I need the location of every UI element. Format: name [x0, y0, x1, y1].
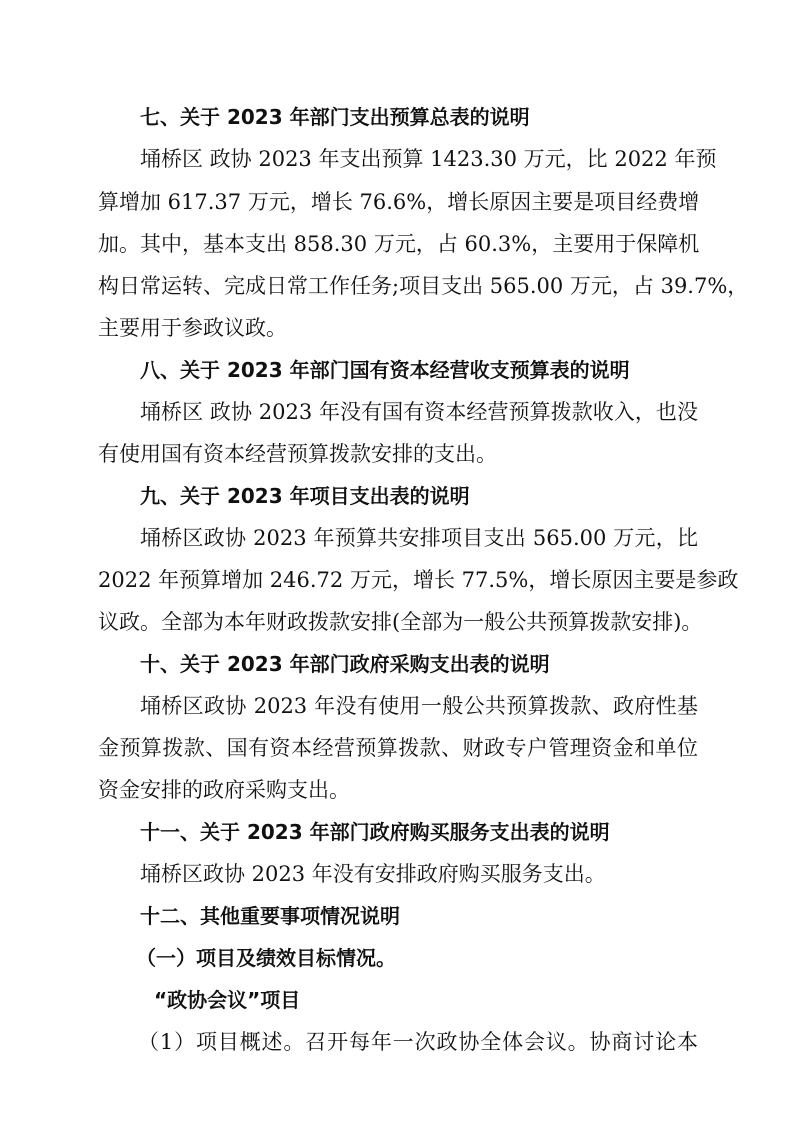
section-heading-10: 十、关于 2023 年部门政府采购支出表的说明	[140, 652, 550, 676]
paragraph-line: 有使用国有资本经营预算拨款安排的支出。	[98, 442, 497, 466]
paragraph-line: 算增加 617.37 万元，增长 76.6%，增长原因主要是项目经费增	[98, 190, 700, 214]
paragraph-line: 资金安排的政府采购支出。	[98, 778, 350, 802]
subsection-heading: （一）项目及绩效目标情况。	[136, 946, 396, 970]
paragraph-line: 构日常运转、完成日常工作任务;项目支出 565.00 万元，占 39.7%，	[98, 274, 749, 298]
paragraph-line: 议政。全部为本年财政拨款安排(全部为一般公共预算拨款安排)。	[98, 610, 703, 634]
paragraph-line: 2022 年预算增加 246.72 万元，增长 77.5%，增长原因主要是参政	[98, 568, 739, 592]
paragraph-line: 埇桥区政协 2023 年预算共安排项目支出 565.00 万元，比	[140, 526, 698, 550]
project-title: “政协会议”项目	[154, 988, 301, 1012]
paragraph-line: 主要用于参政议政。	[98, 316, 287, 340]
section-heading-11: 十一、关于 2023 年部门政府购买服务支出表的说明	[140, 820, 610, 844]
section-heading-12: 十二、其他重要事项情况说明	[140, 904, 400, 928]
paragraph-line: 埇桥区政协 2023 年没有安排政府购买服务支出。	[140, 862, 606, 886]
paragraph-line: 埇桥区 政协 2023 年支出预算 1423.30 万元，比 2022 年预	[140, 147, 717, 171]
paragraph-line: 埇桥区政协 2023 年没有使用一般公共预算拨款、政府性基	[140, 694, 698, 718]
paragraph-line: 金预算拨款、国有资本经营预算拨款、财政专户管理资金和单位	[98, 736, 698, 760]
section-heading-9: 九、关于 2023 年项目支出表的说明	[140, 484, 470, 508]
section-heading-8: 八、关于 2023 年部门国有资本经营收支预算表的说明	[140, 358, 630, 382]
section-heading-7: 七、关于 2023 年部门支出预算总表的说明	[140, 105, 530, 129]
paragraph-line: （1）项目概述。召开每年一次政协全体会议。协商讨论本	[138, 1030, 698, 1054]
paragraph-line: 埇桥区 政协 2023 年没有国有资本经营预算拨款收入，也没	[140, 400, 698, 424]
paragraph-line: 加。其中，基本支出 858.30 万元，占 60.3%，主要用于保障机	[98, 232, 700, 256]
